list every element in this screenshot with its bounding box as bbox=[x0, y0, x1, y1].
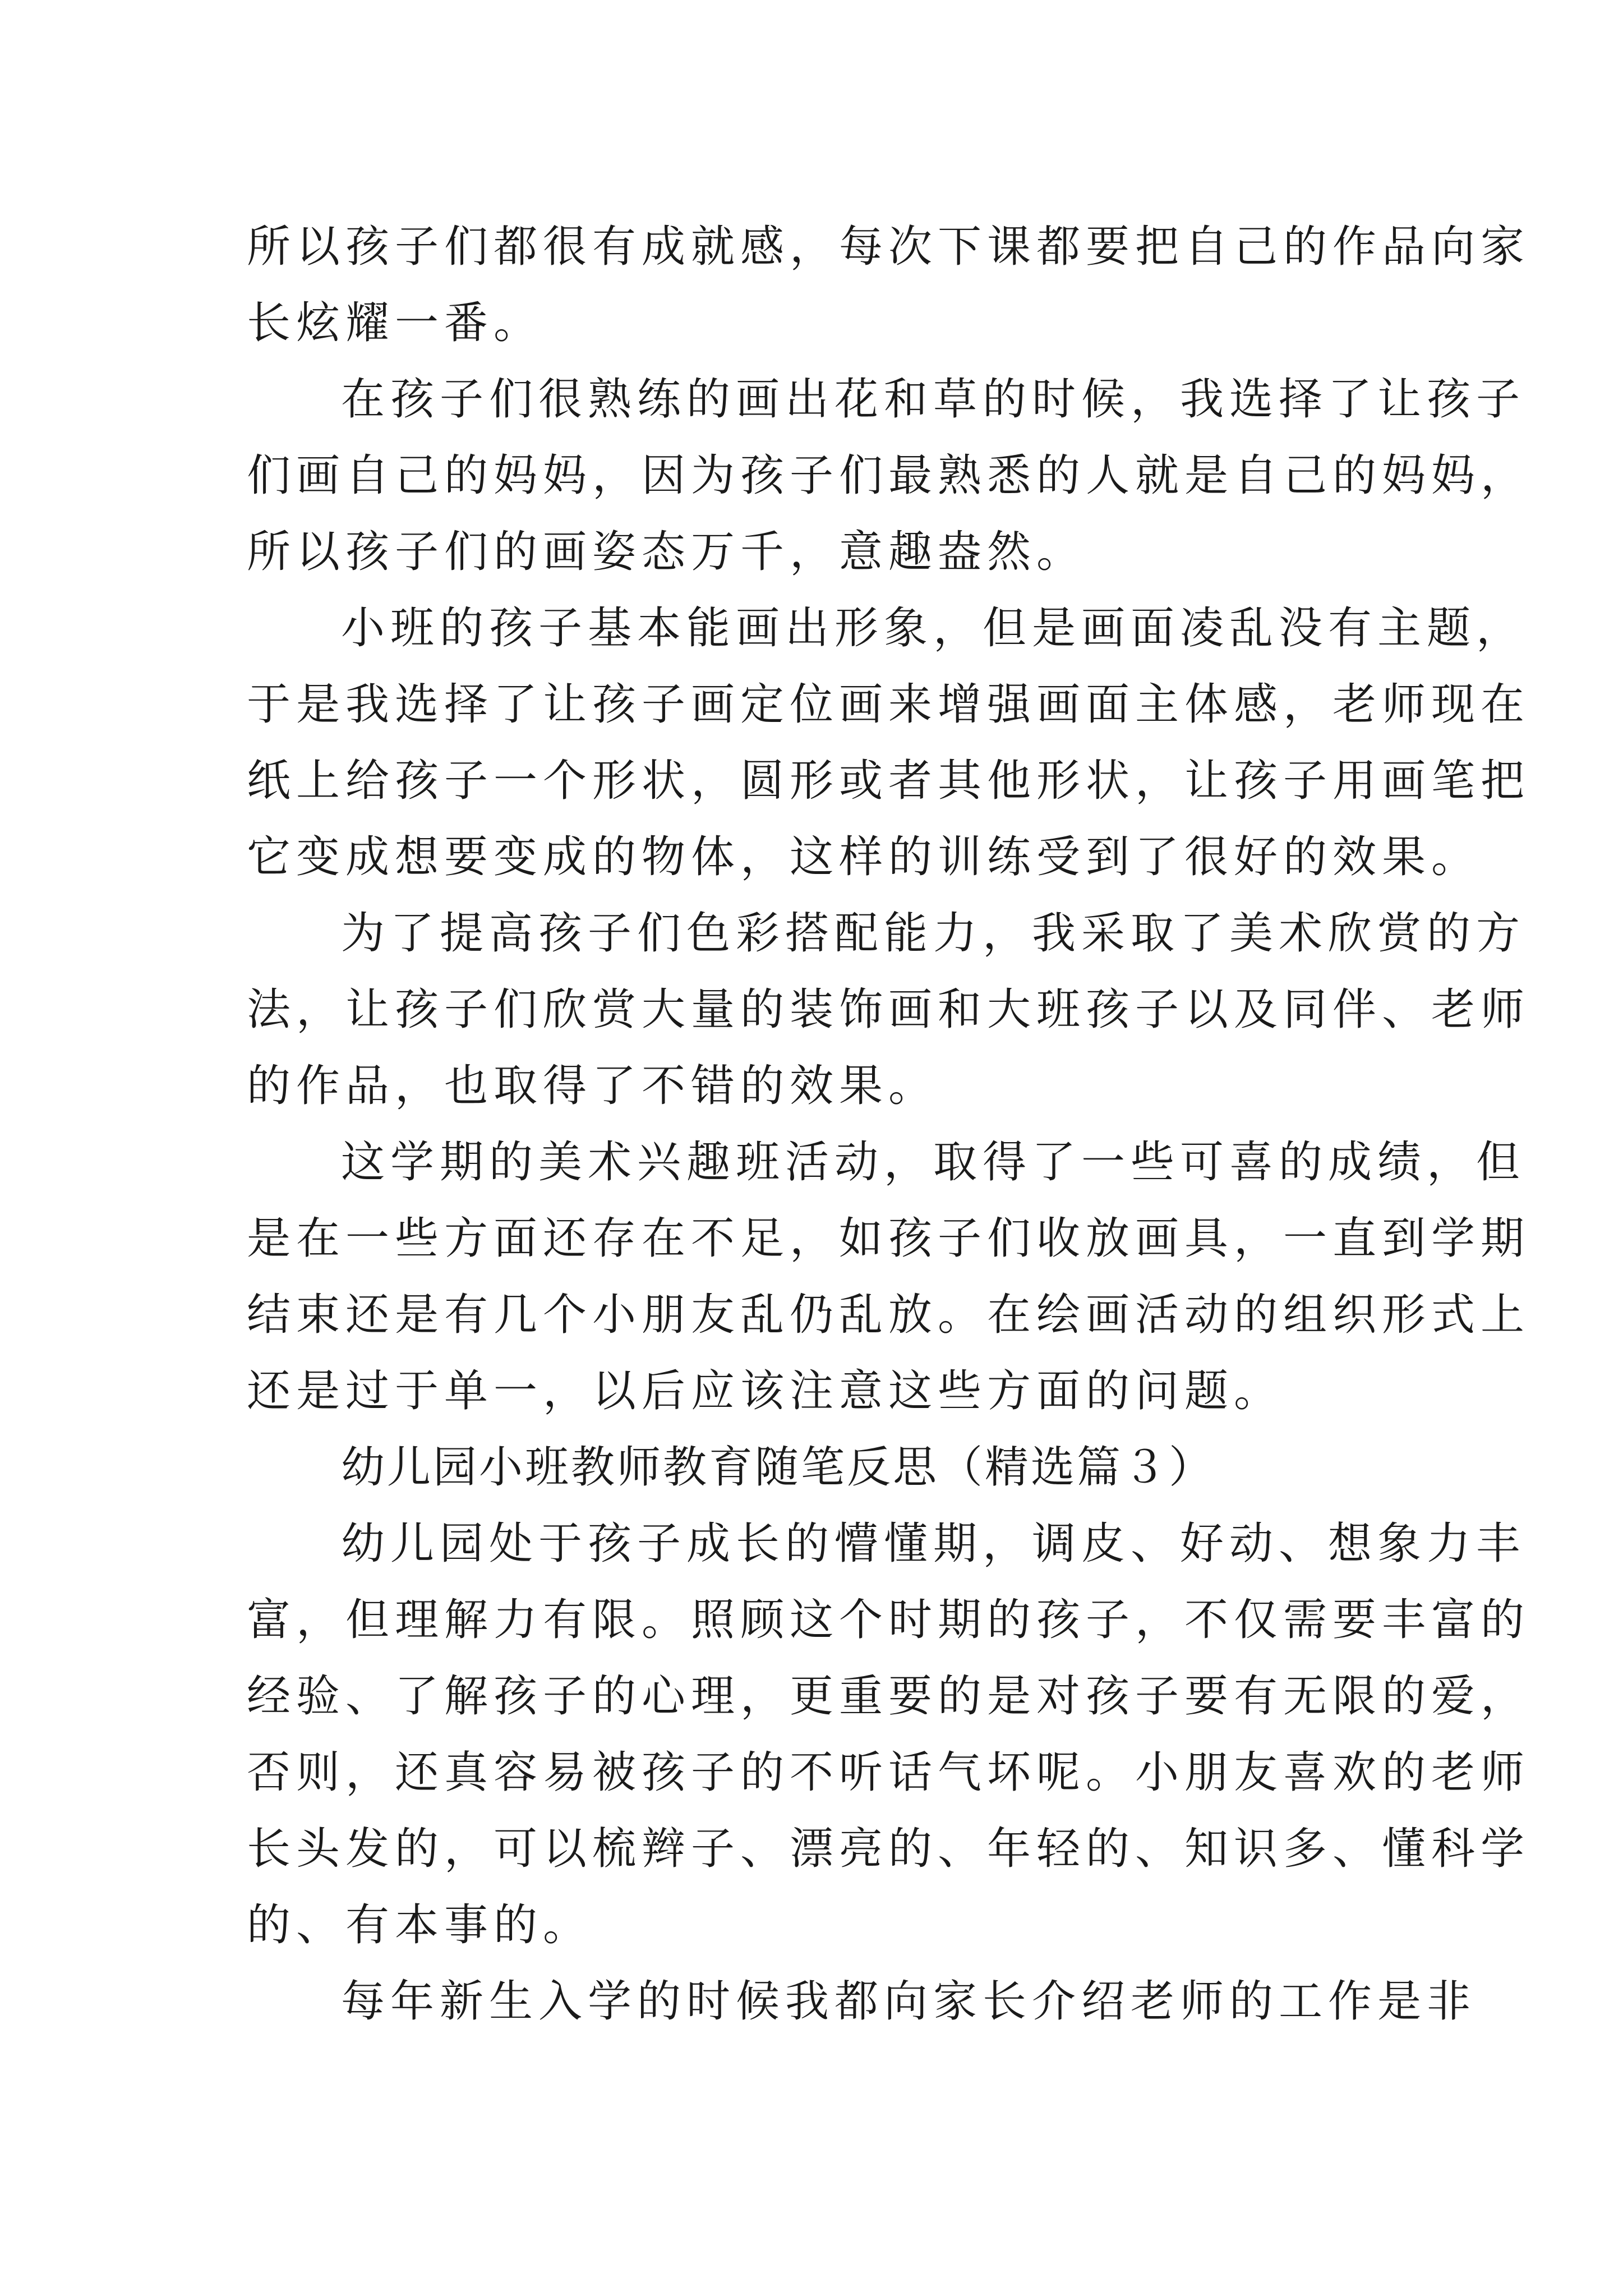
paragraph-7-line-1: 幼儿园处于孩子成长的懵懂期，调皮、好动、想象力丰 bbox=[341, 1519, 1526, 1569]
section-heading: 幼儿园小班教师教育随笔反思（精选篇３） bbox=[341, 1442, 1215, 1493]
paragraph-5-line-1: 这学期的美术兴趣班活动，取得了一些可喜的成绩，但 bbox=[341, 1137, 1526, 1188]
paragraph-2-line-3: 所以孩子们的画姿态万千，意趣盎然。 bbox=[247, 527, 1086, 577]
paragraph-2-line-1: 在孩子们很熟练的画出花和草的时候，我选择了让孩子 bbox=[341, 374, 1526, 425]
paragraph-7-line-3: 经验、了解孩子的心理，更重要的是对孩子要有无限的爱， bbox=[247, 1671, 1530, 1722]
paragraph-5-line-3: 结束还是有几个小朋友乱仍乱放。在绘画活动的组织形式上 bbox=[247, 1290, 1530, 1340]
paragraph-3-line-2: 于是我选择了让孩子画定位画来增强画面主体感，老师现在 bbox=[247, 679, 1530, 730]
paragraph-4-line-1: 为了提高孩子们色彩搭配能力，我采取了美术欣赏的方 bbox=[341, 908, 1526, 959]
document-body bbox=[247, 209, 1530, 2040]
paragraph-4-line-3: 的作品，也取得了不错的效果。 bbox=[247, 1061, 938, 1111]
paragraph-7-line-5: 长头发的，可以梳辫子、漂亮的、年轻的、知识多、懂科学 bbox=[247, 1824, 1530, 1874]
paragraph-3-line-4: 它变成想要变成的物体，这样的训练受到了很好的效果。 bbox=[247, 832, 1481, 882]
paragraph-7-line-4: 否则，还真容易被孩子的不听话气坏呢。小朋友喜欢的老师 bbox=[247, 1747, 1530, 1798]
paragraph-7-line-2: 富，但理解力有限。照顾这个时期的孩子，不仅需要丰富的 bbox=[247, 1595, 1530, 1645]
paragraph-7-line-6: 的、有本事的。 bbox=[247, 1900, 593, 1950]
paragraph-3-line-1: 小班的孩子基本能画出形象，但是画面凌乱没有主题， bbox=[341, 603, 1526, 654]
paragraph-5-line-2: 是在一些方面还存在不足，如孩子们收放画具，一直到学期 bbox=[247, 1213, 1530, 1264]
paragraph-1-line-1: 所以孩子们都很有成就感，每次下课都要把自己的作品向家 bbox=[247, 222, 1530, 272]
paragraph-3-line-3: 纸上给孩子一个形状，圆形或者其他形状，让孩子用画笔把 bbox=[247, 756, 1530, 806]
paragraph-5-line-4: 还是过于单一，以后应该注意这些方面的问题。 bbox=[247, 1366, 1284, 1416]
paragraph-2-line-2: 们画自己的妈妈，因为孩子们最熟悉的人就是自己的妈妈， bbox=[247, 450, 1530, 501]
paragraph-1-line-2: 长炫耀一番。 bbox=[247, 298, 543, 348]
paragraph-4-line-2: 法，让孩子们欣赏大量的装饰画和大班孩子以及同伴、老师 bbox=[247, 984, 1530, 1035]
paragraph-8-line-1: 每年新生入学的时候我都向家长介绍老师的工作是非 bbox=[341, 1976, 1477, 2027]
